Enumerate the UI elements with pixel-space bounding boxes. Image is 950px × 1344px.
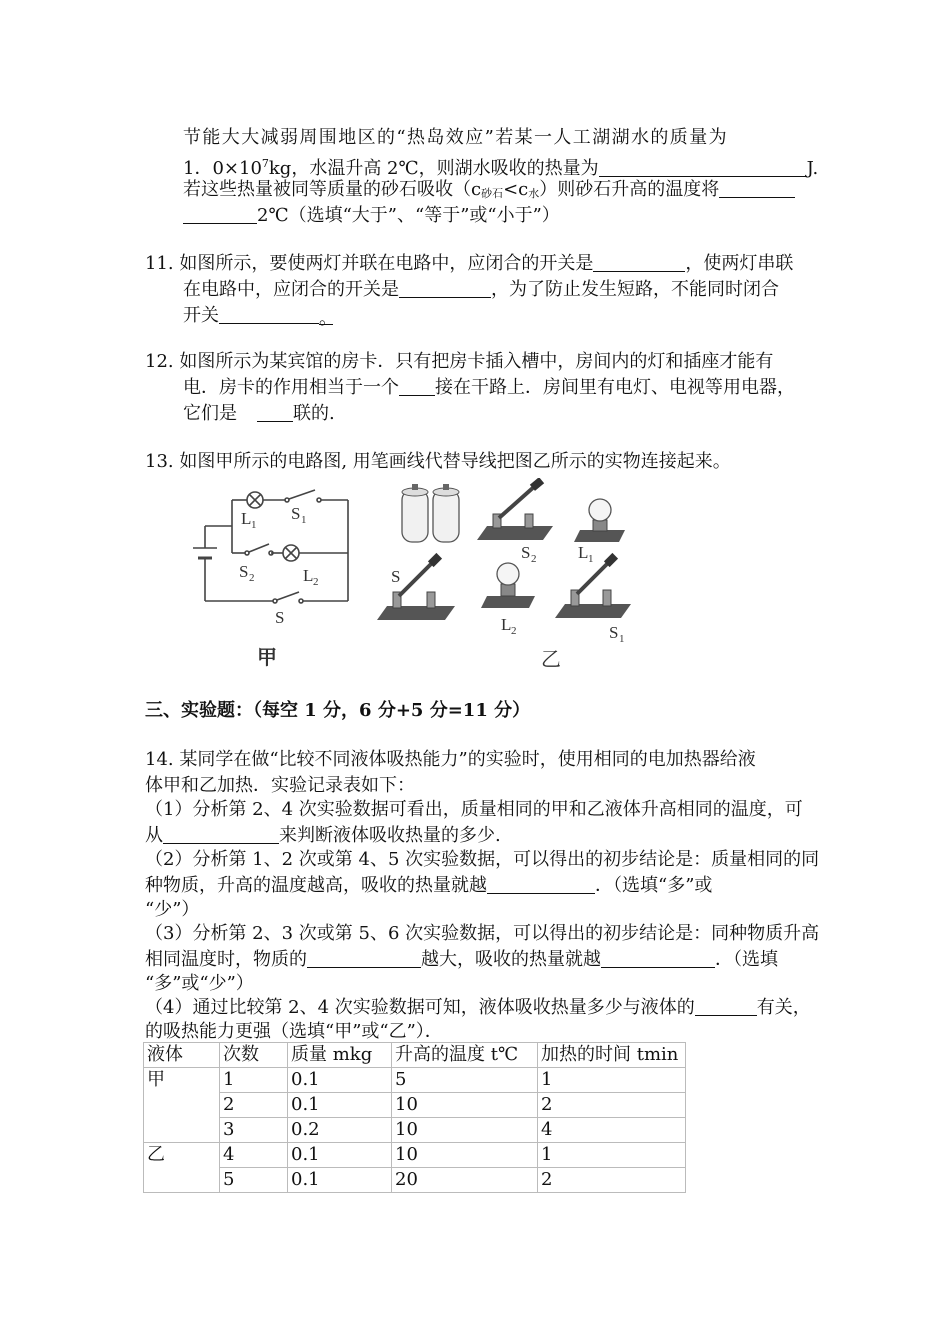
q10-text-3b: <c	[503, 179, 529, 200]
label-yi-L2: L	[501, 615, 512, 634]
q10-line-4	[183, 203, 560, 229]
q14-p2-text-c: “少”）	[145, 899, 200, 920]
q13-line-1	[145, 449, 731, 475]
table-cell: 4	[538, 1118, 686, 1143]
q14-p1-line-1	[145, 797, 803, 823]
label-yi-S2-sub: 2	[531, 553, 537, 565]
table-row	[144, 1168, 686, 1193]
table-row	[144, 1118, 686, 1143]
q10-text-3c: ）则砂石升高的温度将	[539, 179, 720, 200]
table-cell: 3	[220, 1118, 288, 1143]
experiment-table	[143, 1042, 686, 1193]
q14-p3-text-c: “多”或“少”）	[145, 973, 254, 994]
q10-text-3a: 若这些热量被同等质量的砂石吸收（c	[183, 179, 482, 200]
q11-text-2a: 在电路中，应闭合的开关是	[183, 279, 399, 300]
table-cell: 2	[538, 1168, 686, 1193]
table-row	[144, 1068, 686, 1093]
table-header-cell: 液体	[144, 1043, 220, 1068]
q11-text-3b: 。	[319, 308, 337, 329]
q11-blank-tail	[319, 306, 337, 329]
q11-blank-parallel[interactable]	[593, 253, 685, 272]
label-S1: S	[291, 504, 301, 523]
knife-switch-s2-icon	[477, 478, 553, 540]
label-yi-L2-sub: 2	[511, 625, 517, 637]
q14-p4-text-a1: （4）通过比较第 2、4 次实验数据可知，液体吸收热量多少与液体的	[145, 997, 695, 1018]
q14-p1-text-b1: 从	[145, 825, 163, 846]
table-cell: 10	[392, 1143, 538, 1168]
q12-blank-connection[interactable]	[257, 403, 293, 422]
q14-p4-line-1	[145, 995, 811, 1021]
q10-text-2a: 1．0×10	[183, 158, 262, 179]
q14-p2-line-3	[145, 897, 199, 923]
q14-blank-1[interactable]	[163, 825, 279, 844]
table-header-cell: 升高的温度 t℃	[392, 1043, 538, 1068]
q14-p2-line-1	[145, 847, 819, 873]
table-cell: 0.1	[288, 1093, 392, 1118]
label-S2: S	[239, 562, 249, 581]
label-S1-sub: 1	[301, 514, 307, 526]
q12-blank-switch[interactable]	[399, 377, 435, 396]
q14-p1-line-2	[145, 823, 501, 849]
q14-p3-line-3	[145, 971, 254, 997]
q10-line-1	[183, 125, 728, 151]
q14-line-2	[145, 773, 415, 799]
q12-text-2b: 接在干路上．房间里有电灯、电视等用电器，	[435, 377, 795, 398]
q10-blank-temp-b[interactable]	[183, 205, 257, 224]
knife-switch-s-icon	[377, 553, 455, 620]
q14-p4-text-a2: 有关，	[756, 997, 811, 1018]
section-3-heading	[145, 698, 530, 724]
q10-text-1: 节能大大减弱周围地区的“热岛效应”若某一人工湖湖水的质量为	[183, 127, 729, 148]
table-header-cell: 加热的时间 tmin	[538, 1043, 686, 1068]
q10-blank-temp-a[interactable]	[719, 179, 795, 198]
q12-text-3a: 它们是	[183, 403, 237, 424]
battery-icon	[402, 484, 459, 542]
table-header-cell: 次数	[220, 1043, 288, 1068]
label-S2-sub: 2	[249, 572, 255, 584]
table-cell: 4	[220, 1143, 288, 1168]
table-cell: 0.1	[288, 1143, 392, 1168]
q10-exponent: 7	[261, 157, 269, 170]
label-L2: L	[303, 566, 314, 585]
table-cell: 5	[392, 1068, 538, 1093]
figure-caption-yi: 乙	[541, 649, 561, 671]
label-L1: L	[241, 509, 252, 528]
q10-text-4: 2℃（选填“大于”、“等于”或“小于”）	[257, 205, 560, 226]
q11-line-2	[183, 277, 779, 303]
q10-text-2c: J.	[806, 158, 819, 179]
q14-blank-2[interactable]	[487, 875, 595, 894]
table-header-row	[144, 1043, 686, 1068]
q14-p2-text-a: （2）分析第 1、2 次或第 4、5 次实验数据，可以得出的初步结论是：质量相同的同	[145, 849, 820, 870]
q10-sub-sand: 砂石	[481, 187, 504, 200]
q14-p1-text-a: （1）分析第 2、4 次实验数据可看出，质量相同的甲和乙液体升高相同的温度，可	[145, 799, 803, 820]
table-cell: 1	[538, 1143, 686, 1168]
bulb-l2-icon	[481, 563, 535, 608]
table-cell: 5	[220, 1168, 288, 1193]
q12-text-2a: 电．房卡的作用相当于一个	[183, 377, 399, 398]
table-cell: 0.2	[288, 1118, 392, 1143]
q14-p3-text-b2: 越大，吸收的热量就越	[421, 949, 601, 970]
q11-line-3	[183, 303, 337, 329]
table-row	[144, 1143, 686, 1168]
table-cell: 2	[220, 1093, 288, 1118]
table-cell-liquid: 乙	[144, 1143, 220, 1193]
table-cell: 1	[220, 1068, 288, 1093]
label-L1-sub: 1	[251, 519, 257, 531]
q14-p3-line-2	[145, 947, 778, 973]
label-yi-S1: S	[609, 623, 619, 642]
q14-p2-text-b2: ．（选填“多”或	[595, 875, 713, 896]
q14-p2-text-b1: 种物质，升高的温度越高，吸收的热量就越	[145, 875, 487, 896]
q14-text-2: 体甲和乙加热．实验记录表如下：	[145, 775, 415, 796]
q10-blank-heat[interactable]	[599, 158, 807, 177]
q11-text-3a: 开关	[183, 305, 219, 326]
q12-line-3	[183, 401, 335, 427]
table-cell-liquid: 甲	[144, 1068, 220, 1143]
q14-blank-5[interactable]	[695, 997, 757, 1016]
q12-line-1	[145, 349, 773, 375]
table-cell: 0.1	[288, 1168, 392, 1193]
q14-p3-text-b1: 相同温度时，物质的	[145, 949, 307, 970]
table-cell: 20	[392, 1168, 538, 1193]
table-row	[144, 1093, 686, 1118]
q11-text-2b: ，为了防止发生短路，不能同时闭合	[491, 279, 779, 300]
q14-blank-3[interactable]	[307, 949, 421, 968]
q11-blank-short[interactable]	[219, 305, 319, 324]
q11-text-1b: ，使两灯串联	[685, 253, 794, 274]
label-yi-S1-sub: 1	[619, 633, 625, 645]
figure-caption-jia: 甲	[257, 647, 277, 669]
q11-line-1	[145, 251, 793, 277]
table-cell: 10	[392, 1118, 538, 1143]
table-header-cell: 质量 mkg	[288, 1043, 392, 1068]
q14-blank-4[interactable]	[601, 949, 715, 968]
q11-text-1a: 11. 如图所示，要使两灯并联在电路中，应闭合的开关是	[145, 253, 594, 274]
label-yi-L1-sub: 1	[588, 553, 594, 565]
label-yi-S: S	[391, 567, 401, 586]
table-cell: 2	[538, 1093, 686, 1118]
q12-line-2	[183, 375, 795, 401]
table-cell: 10	[392, 1093, 538, 1118]
q11-blank-series[interactable]	[399, 279, 491, 298]
label-yi-S2: S	[521, 543, 531, 562]
table-cell: 1	[538, 1068, 686, 1093]
q14-p3-line-1	[145, 921, 819, 947]
q10-sub-water: 水	[528, 187, 540, 200]
bulb-l1-icon	[574, 499, 625, 542]
components-figure-yi	[375, 478, 640, 673]
circuit-diagram-jia	[185, 478, 360, 673]
label-L2-sub: 2	[313, 576, 319, 588]
q14-p4-text-b: 的吸热能力更强（选填“甲”或“乙”）．	[145, 1021, 443, 1042]
q10-text-2b: kg，水温升高 2℃，则湖水吸收的热量为	[268, 158, 599, 179]
q14-p3-text-a: （3）分析第 2、3 次或第 5、6 次实验数据，可以得出的初步结论是：同种物质升高	[145, 923, 820, 944]
label-yi-L1: L	[578, 543, 589, 562]
q14-line-1	[145, 747, 756, 773]
q14-text-1: 14. 某同学在做“比较不同液体吸热能力”的实验时，使用相同的电加热器给液	[145, 749, 756, 770]
q14-p3-text-b3: ．（选填	[715, 949, 778, 970]
q12-text-3b: 联的.	[293, 403, 335, 424]
table-cell: 0.1	[288, 1068, 392, 1093]
q14-p2-line-2	[145, 873, 712, 899]
q13-text-1: 13. 如图甲所示的电路图, 用笔画线代替导线把图乙所示的实物连接起来。	[145, 451, 731, 472]
section-3-title: 三、实验题：（每空 1 分，6 分+5 分=11 分）	[145, 700, 531, 721]
q12-text-1: 12. 如图所示为某宾馆的房卡．只有把房卡插入槽中，房间内的灯和插座才能有	[145, 351, 774, 372]
label-S: S	[275, 608, 285, 627]
q14-p1-text-b2: 来判断液体吸收热量的多少.	[279, 825, 501, 846]
